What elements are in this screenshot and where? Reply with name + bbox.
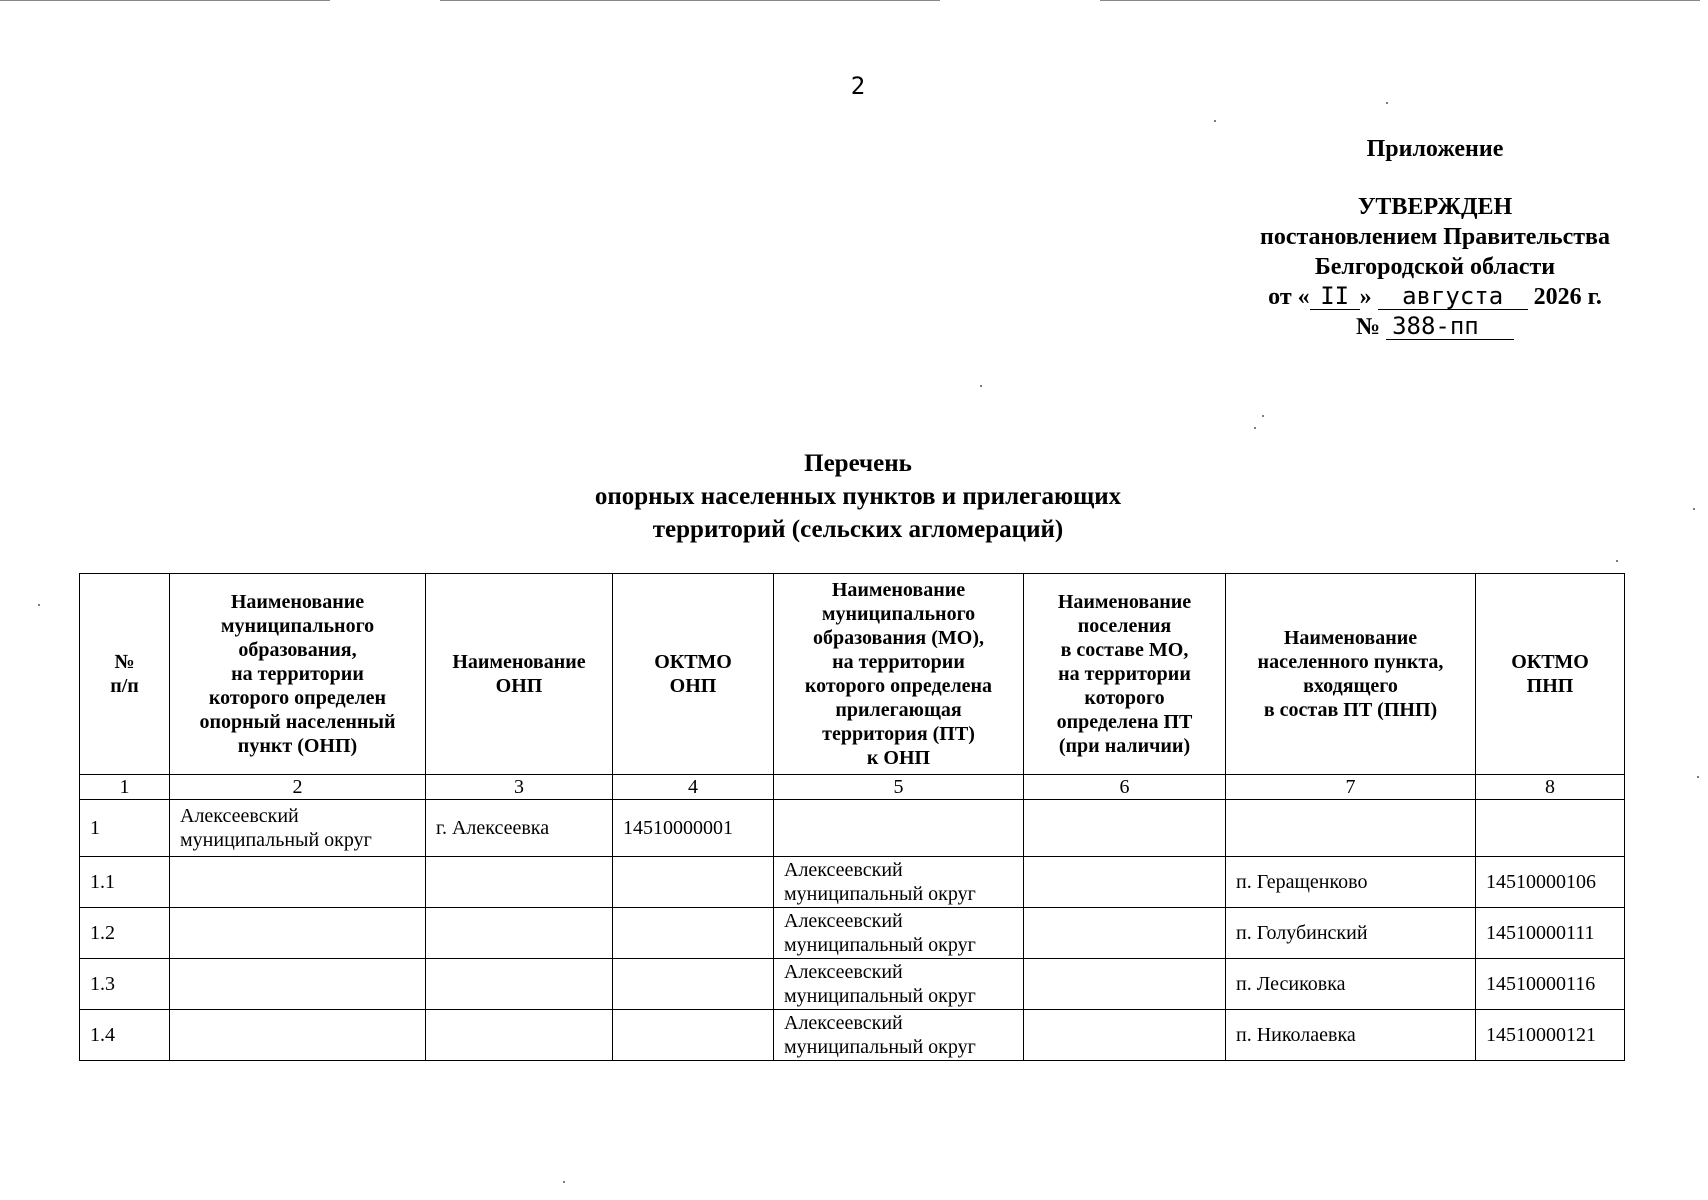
table-cell: Алексеевский муниципальный округ: [774, 857, 1024, 908]
column-number: 2: [170, 775, 426, 800]
table-cell: 14510000111: [1476, 908, 1625, 959]
title-line-1: Перечень: [804, 450, 912, 477]
scan-speck: [1262, 415, 1264, 417]
table-cell: [1024, 1010, 1226, 1061]
table-cell: [1024, 908, 1226, 959]
column-header: Наименование поселения в составе МО, на территории которого определена ПТ (при наличии): [1024, 574, 1226, 775]
table-cell: п. Геращенково: [1226, 857, 1476, 908]
table-cell: 14510000116: [1476, 959, 1625, 1010]
document-title: [0, 447, 1708, 546]
table-cell: г. Алексеевка: [426, 800, 613, 857]
table-cell: [170, 857, 426, 908]
settlements-table: [79, 573, 1625, 1061]
column-header: Наименование ОНП: [426, 574, 613, 775]
table-cell: [613, 1010, 774, 1061]
table-cell: [1024, 800, 1226, 857]
column-number: 7: [1226, 775, 1476, 800]
scan-edge-line: [0, 0, 330, 1]
table-row: [80, 800, 1625, 857]
table-cell: [613, 959, 774, 1010]
table-cell: Алексеевский муниципальный округ: [170, 800, 426, 857]
approval-date: [1230, 282, 1640, 312]
table-cell: [774, 800, 1024, 857]
approval-block: [1230, 134, 1640, 342]
table-cell: [1024, 959, 1226, 1010]
table-cell: п. Лесиковка: [1226, 959, 1476, 1010]
annex-label: Приложение: [1366, 136, 1504, 162]
table-cell: [613, 908, 774, 959]
date-year: 2026 г.: [1533, 284, 1602, 310]
table-cell: [426, 1010, 613, 1061]
table-cell: [1226, 800, 1476, 857]
scan-speck: [1616, 560, 1618, 562]
table-row: [80, 908, 1625, 959]
table-row: [80, 857, 1625, 908]
table-cell: 14510000121: [1476, 1010, 1625, 1061]
column-number: 5: [774, 775, 1024, 800]
table-cell: [170, 908, 426, 959]
table-cell: 14510000001: [613, 800, 774, 857]
column-header: Наименование населенного пункта, входящего в состав ПТ (ПНП): [1226, 574, 1476, 775]
column-header: № п/п: [80, 574, 170, 775]
scan-speck: [1697, 776, 1699, 778]
column-number-row: [80, 775, 1625, 800]
column-header: ОКТМО ОНП: [613, 574, 774, 775]
column-number: 3: [426, 775, 613, 800]
table-header-row: [80, 574, 1625, 775]
table-cell: 1: [80, 800, 170, 857]
table-cell: [426, 857, 613, 908]
date-day: II: [1310, 283, 1360, 310]
date-mid: »: [1359, 284, 1372, 310]
scan-speck: [1386, 102, 1388, 104]
table-cell: п. Голубинский: [1226, 908, 1476, 959]
column-number: 8: [1476, 775, 1625, 800]
table-row: [80, 959, 1625, 1010]
approval-number: [1230, 312, 1640, 342]
table-cell: 14510000106: [1476, 857, 1625, 908]
scan-speck: [1214, 120, 1216, 122]
title-line-3: территорий (сельских агломераций): [652, 516, 1064, 543]
table-cell: [170, 1010, 426, 1061]
scan-edge-line: [1100, 0, 1700, 1]
table-cell: Алексеевский муниципальный округ: [774, 908, 1024, 959]
scan-speck: [1254, 427, 1256, 429]
scan-edge-line: [440, 0, 940, 1]
date-month: августа: [1378, 283, 1528, 310]
table-cell: [1476, 800, 1625, 857]
approved-label: УТВЕРЖДЕН: [1357, 194, 1513, 220]
table-cell: п. Николаевка: [1226, 1010, 1476, 1061]
scan-speck: [980, 385, 982, 387]
table-cell: [426, 959, 613, 1010]
column-header: Наименование муниципального образования, на территории которого определен опорный населенный пункт (ОНП): [170, 574, 426, 775]
title-line-2: опорных населенных пунктов и прилегающих: [594, 483, 1122, 510]
column-header: ОКТМО ПНП: [1476, 574, 1625, 775]
number-prefix: №: [1355, 314, 1381, 340]
column-number: 6: [1024, 775, 1226, 800]
table-cell: Алексеевский муниципальный округ: [774, 1010, 1024, 1061]
table-cell: [1024, 857, 1226, 908]
page-number: 2: [850, 72, 866, 100]
table-cell: 1.3: [80, 959, 170, 1010]
table-cell: 1.2: [80, 908, 170, 959]
table-row: [80, 1010, 1625, 1061]
scan-speck: [563, 1181, 565, 1183]
table-cell: [170, 959, 426, 1010]
table-cell: 1.4: [80, 1010, 170, 1061]
approval-region: Белгородской области: [1314, 254, 1556, 280]
table-cell: [613, 857, 774, 908]
column-number: 1: [80, 775, 170, 800]
table-cell: 1.1: [80, 857, 170, 908]
date-prefix: от «: [1268, 284, 1310, 310]
table-cell: [426, 908, 613, 959]
approval-authority: постановлением Правительства: [1259, 224, 1610, 250]
document-number: 388-пп: [1386, 313, 1514, 340]
scan-speck: [38, 604, 40, 606]
column-number: 4: [613, 775, 774, 800]
table-cell: Алексеевский муниципальный округ: [774, 959, 1024, 1010]
column-header: Наименование муниципального образования (МО), на территории которого определена прилегающая территория (ПТ) к ОНП: [774, 574, 1024, 775]
